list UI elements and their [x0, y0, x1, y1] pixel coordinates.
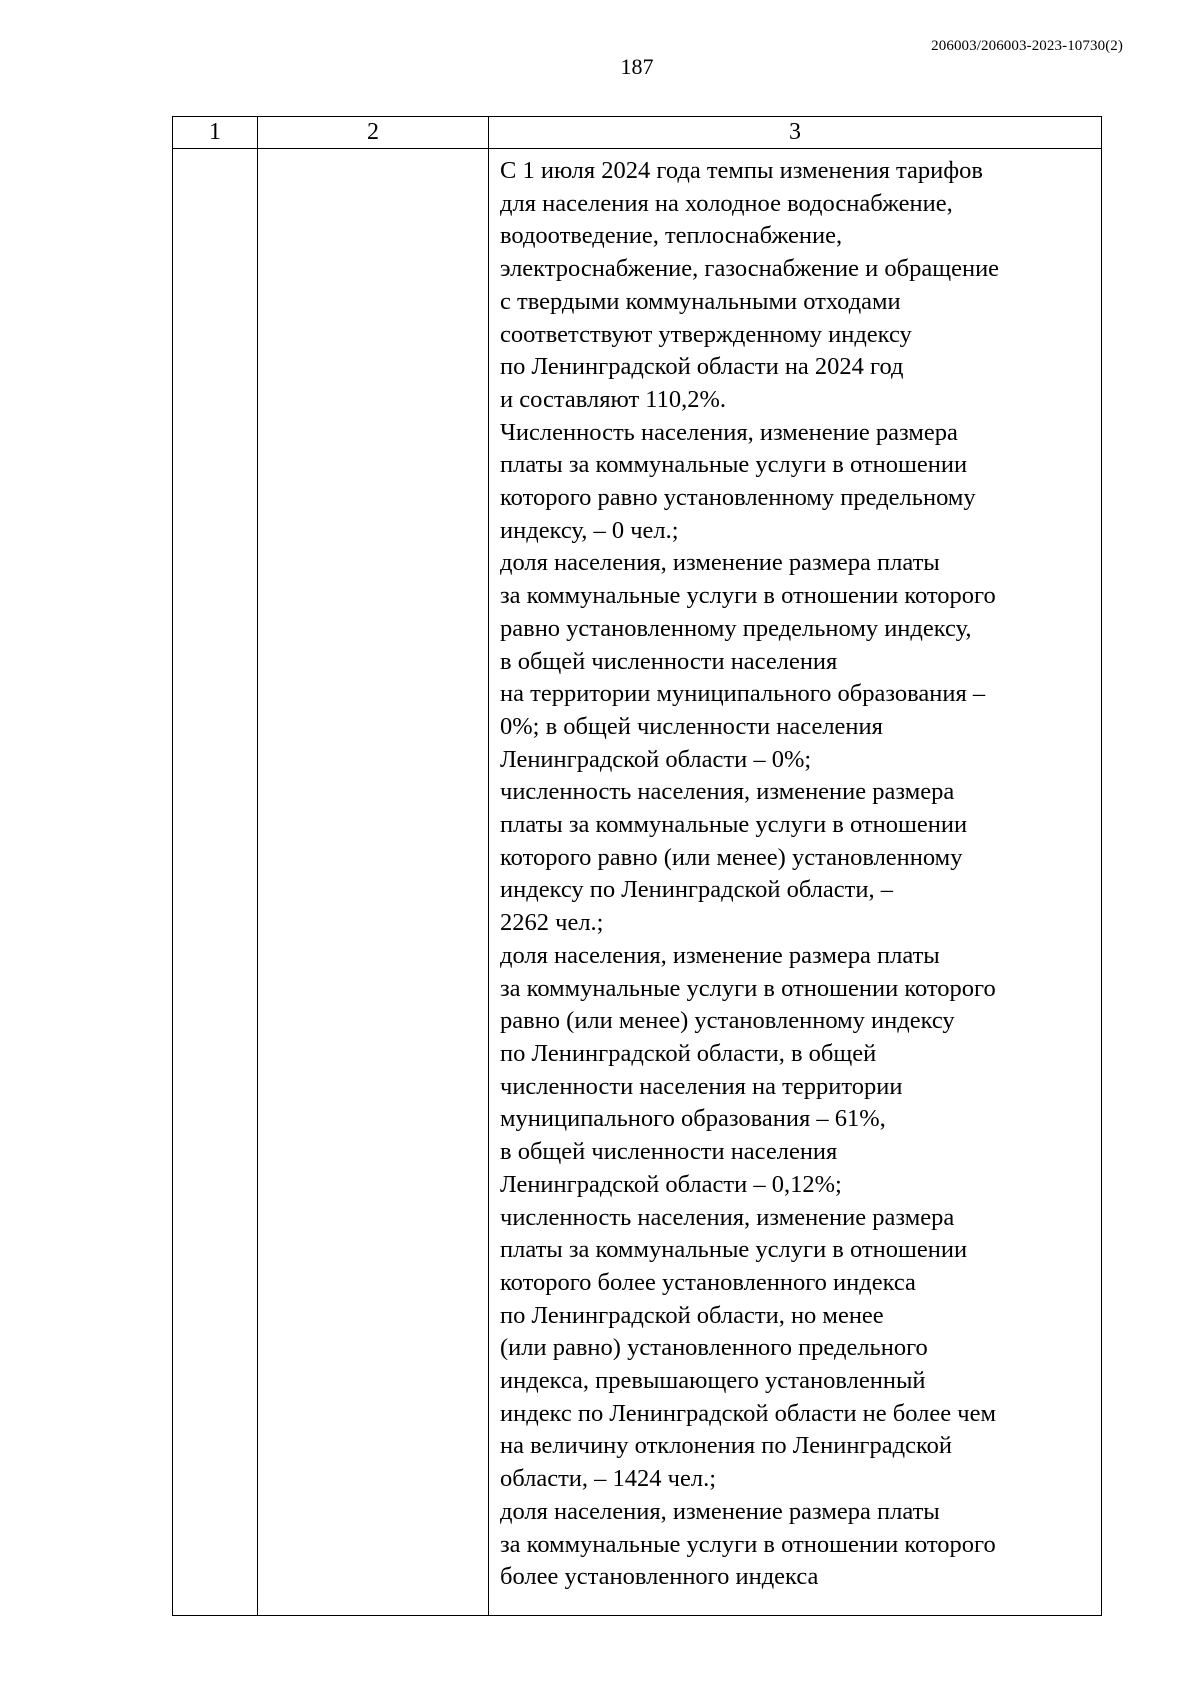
text-line: С 1 июля 2024 года темпы изменения тарифов [500, 157, 983, 184]
text-line: индексу по Ленинградской области, – [500, 876, 893, 904]
text-line: платы за коммунальные услуги в отношении [500, 1236, 968, 1264]
column-header-2: 2 [258, 117, 489, 149]
text-line: и составляют 110,2%. [500, 385, 727, 413]
text-line: индексу, – 0 чел.; [500, 516, 679, 544]
text-line: 0%; в общей численности населения [500, 712, 883, 740]
document-table [172, 116, 1102, 1616]
text-line: численности населения на территории [500, 1072, 903, 1100]
text-line: доля населения, изменение размера платы [500, 1497, 940, 1525]
text-line: по Ленинградской области, но менее [500, 1301, 884, 1329]
text-line: по Ленинградской области на 2024 год [500, 353, 904, 381]
text-line: с твердыми коммунальными отходами [500, 287, 901, 315]
table-cell-col1 [173, 149, 258, 1616]
text-line: в общей численности населения [500, 647, 838, 675]
table-cell-col2 [258, 149, 489, 1616]
table-cell-col3 [489, 149, 1102, 1616]
text-line: индекса, превышающего установленный [500, 1367, 926, 1395]
text-line: которого равно установленному предельному [500, 484, 976, 512]
text-line: 2262 чел.; [500, 909, 604, 937]
text-line: электроснабжение, газоснабжение и обращение [500, 255, 1000, 283]
text-line: доля населения, изменение размера платы [500, 549, 940, 577]
text-line: которого равно (или менее) установленному [500, 843, 963, 871]
text-line: численность населения, изменение размера [500, 1203, 955, 1231]
text-line: (или равно) установленного предельного [500, 1334, 928, 1362]
text-line: по Ленинградской области, в общей [500, 1039, 877, 1067]
text-line: за коммунальные услуги в отношении которого [500, 582, 996, 610]
text-line: платы за коммунальные услуги в отношении [500, 811, 968, 839]
text-line: равно (или менее) установленному индексу [500, 1007, 955, 1035]
text-line: водоотведение, теплоснабжение, [500, 222, 843, 250]
document-id: 206003/206003-2023-10730(2) [931, 38, 1123, 54]
table-row [173, 149, 1102, 1616]
text-line: индекс по Ленинградской области не более чем [500, 1399, 996, 1427]
text-line: Ленинградской области – 0%; [500, 745, 812, 773]
text-line: численность населения, изменение размера [500, 778, 955, 806]
text-line: для населения на холодное водоснабжение, [500, 189, 953, 217]
text-line: за коммунальные услуги в отношении которого [500, 1530, 996, 1558]
text-line: доля населения, изменение размера платы [500, 941, 940, 969]
text-line: в общей численности населения [500, 1138, 838, 1166]
text-line: на величину отклонения по Ленинградской [500, 1432, 952, 1460]
text-line: более установленного индекса [500, 1563, 819, 1591]
text-line: соответствуют утвержденному индексу [500, 320, 912, 348]
text-line: Численность населения, изменение размера [500, 418, 958, 446]
page-number: 187 [620, 54, 654, 79]
column-header-1: 1 [173, 117, 258, 149]
text-line: за коммунальные услуги в отношении которого [500, 974, 996, 1002]
text-line: муниципального образования – 61%, [500, 1105, 886, 1133]
text-line: платы за коммунальные услуги в отношении [500, 451, 968, 479]
column-header-3: 3 [489, 117, 1102, 149]
text-line: на территории муниципального образования – [500, 680, 986, 708]
text-line: которого более установленного индекса [500, 1268, 916, 1296]
cell-text-block [489, 149, 1101, 1594]
text-line: равно установленному предельному индексу, [500, 614, 972, 642]
table-header-row [173, 117, 1102, 149]
text-line: области, – 1424 чел.; [500, 1465, 717, 1493]
text-line: Ленинградской области – 0,12%; [500, 1170, 842, 1198]
